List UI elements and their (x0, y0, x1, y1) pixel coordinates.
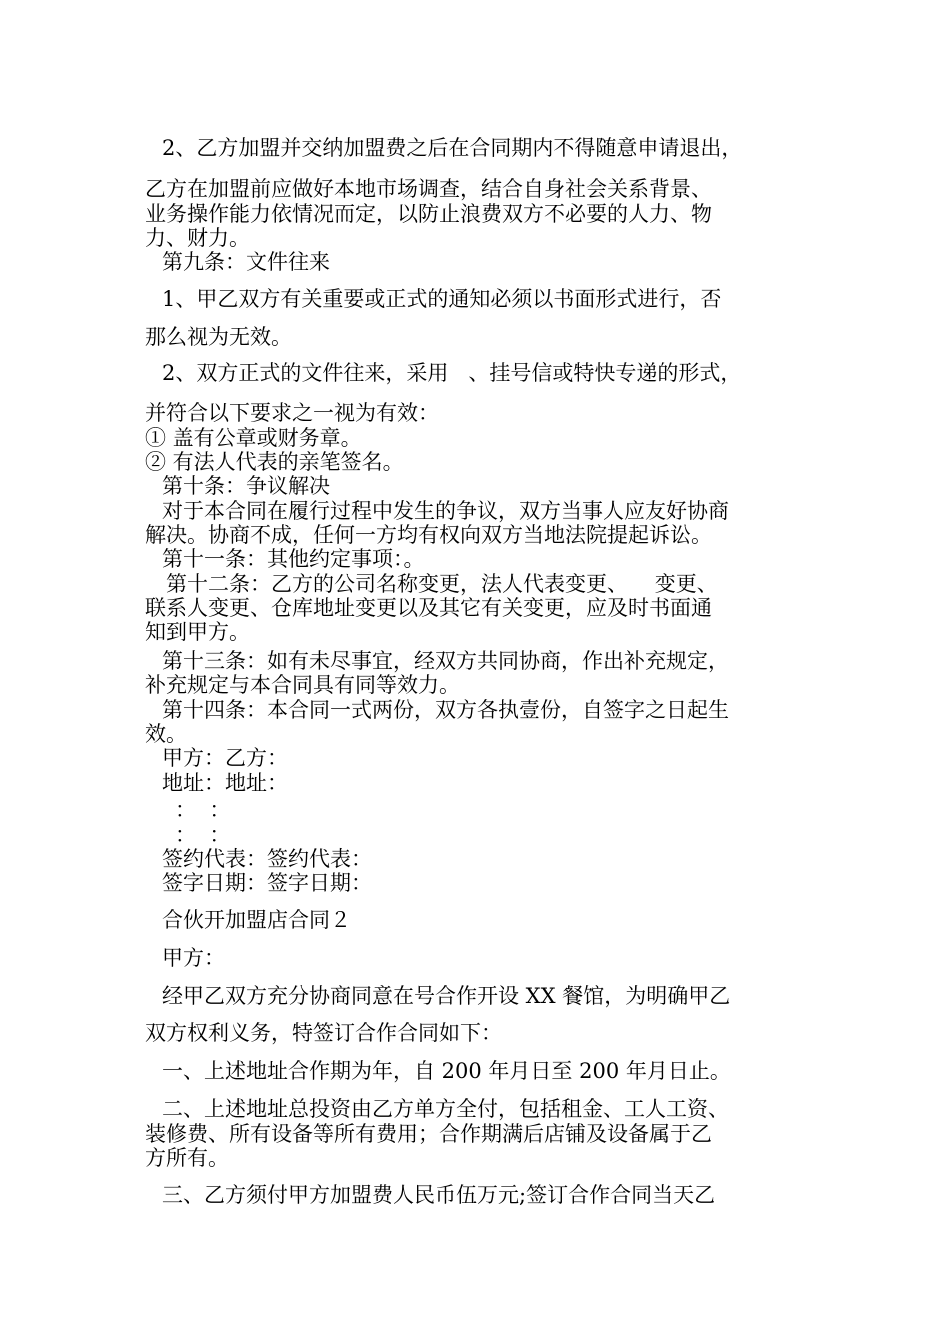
paragraph-line: 那么视为无效。 (145, 325, 292, 349)
signature-field: 地址：地址： (162, 771, 288, 795)
paragraph-line: 力、财力。 (145, 226, 250, 250)
paragraph-line: 2、双方正式的文件往来，采用 、挂号信或特快专递的形式， (162, 361, 742, 385)
paragraph-line: 第十三条：如有未尽事宜，经双方共同协商，作出补充规定， (162, 649, 729, 673)
paragraph-line: 双方权利义务，特签订合作合同如下： (145, 1021, 502, 1045)
section-heading: 第十一条：其他约定事项：。 (162, 547, 425, 571)
paragraph-line: 1、甲乙双方有关重要或正式的通知必须以书面形式进行，否 (162, 287, 722, 311)
paragraph-line: 补充规定与本合同具有同等效力。 (145, 673, 460, 697)
section-heading: 第九条：文件往来 (162, 250, 330, 274)
paragraph-line: 效。 (145, 722, 187, 746)
paragraph-line: 对于本合同在履行过程中发生的争议，双方当事人应友好协商 (162, 499, 729, 523)
party-label: 甲方： (162, 946, 225, 970)
paragraph-line: 联系人变更、仓库地址变更以及其它有关变更，应及时书面通 (145, 596, 712, 620)
section-heading: 第十条：争议解决 (162, 474, 330, 498)
paragraph-line: 二、上述地址总投资由乙方单方全付，包括租金、工人工资、 (162, 1097, 729, 1121)
paragraph-line: 乙方在加盟前应做好本地市场调查，结合自身社会关系背景、 (145, 177, 712, 201)
paragraph-line: 装修费、所有设备等所有费用；合作期满后店铺及设备属于乙 (145, 1122, 712, 1146)
paragraph-line: 2、乙方加盟并交纳加盟费之后在合同期内不得随意申请退出， (162, 136, 743, 160)
paragraph-line: 一、上述地址合作期为年，自 200 年月日至 200 年月日止。 (162, 1059, 731, 1083)
paragraph-line: 方所有。 (145, 1146, 229, 1170)
signature-field: 甲方：乙方： (162, 746, 288, 770)
paragraph-line: 经甲乙双方充分协商同意在号合作开设 XX 餐馆，为明确甲乙 (162, 984, 731, 1008)
paragraph-line: 并符合以下要求之一视为有效： (145, 401, 439, 425)
paragraph-line: 三、乙方须付甲方加盟费人民币伍万元;签订合作合同当天乙 (162, 1183, 716, 1207)
paragraph-line: 第十四条：本合同一式两份，双方各执壹份，自签字之日起生 (162, 698, 729, 722)
list-item: ① 盖有公章或财务章。 (145, 426, 362, 450)
signature-field: ： ： (175, 798, 231, 822)
signature-field: ： ： (175, 823, 231, 847)
paragraph-line: 解决。协商不成，任何一方均有权向双方当地法院提起诉讼。 (145, 523, 712, 547)
paragraph-line: 知到甲方。 (145, 620, 250, 644)
document-title: 合伙开加盟店合同２ (162, 908, 351, 932)
signature-field: 签约代表：签约代表： (162, 847, 372, 871)
paragraph-line: 业务操作能力依情况而定，以防止浪费双方不必要的人力、物 (145, 202, 712, 226)
list-item: ② 有法人代表的亲笔签名。 (145, 450, 404, 474)
signature-field: 签字日期：签字日期： (162, 871, 372, 895)
paragraph-line: 第十二条：乙方的公司名称变更，法人代表变更、 变更、 (166, 572, 718, 596)
